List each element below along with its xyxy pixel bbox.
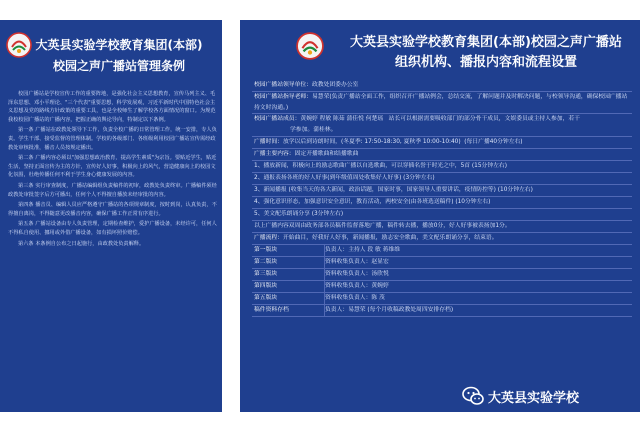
section-name: 第四版块 [254,283,278,289]
section-value: 资料收集负责人：陈 茂 [324,293,632,304]
guide-label: 校园广播站指导老师： [254,94,312,100]
guide-value: 易慧荣(负责广播站全面工作，组织召开广播站例会，总结交流，了解问题并及时解决问题，与校领导沟通，确保校园广播站持文时沟通。) [254,94,628,111]
content-item: 1、播放新闻，积极向上的励志歌曲广播以自选歌曲，可以穿插名誉于时光之中，5首 (15分钟左右) [252,161,632,173]
regulations-paragraph: 第五条 广播站设备由专人负责管理，定期检查维护，爱护广播设备，未经许可，任何人不得私自使用、挪用或外借广播设备，如有损坏照价赔偿。 [8,221,217,236]
regulations-body [8,90,218,250]
content-item: 3、新闻播报 (收集当天的各大新闻，政治话题，国家时事，国家领导人重要讲话，疫情防控等) (10分钟左右) [252,185,632,197]
flow-label: 广播流程： [254,235,283,241]
section-value: 资料收集负责人：赵显宏 [324,257,632,268]
members-extra-row [252,125,632,137]
leader-value: 政教处团委办公室 [311,82,359,88]
organization-title-line1: 大英县实验学校教育集团(本部)校园之声广播站 [350,35,622,50]
flow-note: 以上广播内容双周由政务部各员稿件监督落地广播，稿件转去播，播放0分，好人好事被表扬加1分。 [252,221,632,233]
regulations-board [0,20,222,412]
wechat-icon [462,386,484,406]
members-value: 黄婉婷 程敏 陈茹 蒲佳悦 何楚瑶 [300,116,384,122]
content-item: 2、通报表扬各班的好人好事(到年级值周处收集好人好事) (3分钟左右) [252,173,632,185]
members-label: 校园广播站成员： [254,116,301,122]
organization-board [240,20,640,412]
section-name: 第一版块 [254,247,278,253]
time-note: (每日广播40分钟左右) [464,139,523,145]
section-row [252,245,632,257]
time-label: 广播时间： [254,139,283,145]
section-row [252,305,632,317]
section-name: 第二版块 [254,259,278,265]
leader-row [252,80,632,92]
regulations-title-line1: 大英县实验学校教育集团(本部) [35,38,203,52]
regulations-title-line2: 校园之声广播站管理条例 [52,59,185,73]
flow-value: 开始曲目，好我好人好事，新闻播报，励志安全歌曲，美文配乐朗诵分享，结束语。 [283,235,498,241]
wechat-watermark [462,384,579,408]
flow-row [252,233,632,245]
members-row [252,114,632,125]
section-name: 第三版块 [254,271,278,277]
section-row [252,269,632,281]
school-logo-icon [296,32,324,60]
leader-label: 校园广播站领导单位： [254,82,312,88]
section-value: 负责人：主持人 段 敏 蒋维维 [324,245,632,256]
regulations-paragraph: 第一条 广播站在政教处领导下工作，负责全校广播的日常管理工作，统一安排，专人负责。学生干部、接受监督的管理体制。学校的各级部门、各班级利用校园广播站宣传需经政教处审核批准，播音人员按规定播出。 [8,127,217,151]
regulations-paragraph: 第六条 本条例自公布之日起施行，由政教处负责解释。 [18,240,145,247]
organization-title-line2: 组织机构、播报内容和流程设置 [394,55,577,70]
section-row [252,281,632,293]
time-value: 放学以后到诗朗时间，(冬夏季: 17:50-18:30, 夏秋季 10:00-10:40) [283,139,461,145]
time-row [252,137,632,149]
content-item: 4、强化意识形态，加强意识安全意识，教育活动，两校安全(由各班选送稿件) (10分钟左右) [252,197,632,209]
section-row [252,293,632,305]
regulations-paragraph: 第四条 播音员、编辑人员应严格遵守广播站的各项规章制度，按时到岗，认真负责，不得擅自离岗，不得随意更改播音内容，确保广播工作正常有序进行。 [8,202,217,217]
section-value: 负责人：易慧荣 (每个月收稿政教处周四安排存档) [324,305,632,316]
content-item: 5、美文配乐朗诵分享 (3分钟左右) [252,209,632,221]
regulations-paragraph: 第二条 广播内容必须以"加强思想政治教育，提高学生素质"为宗旨。要贴近学生，贴近生活，坚持正面宣传为主的方针，宣传好人好事，积极向上的风气，营造健康向上的校园文化氛围，杜绝传播任何不利于学生身心健康发展的内容。 [8,155,217,179]
section-value: 资料收集负责人：黄婉婷 [324,281,632,292]
members-extra: 学参加。蒲桂林。 [290,127,337,133]
sections-table [252,245,632,317]
content-value: 固定开播歌曲和结播歌曲 [294,151,359,157]
section-row [252,257,632,269]
regulations-paragraph: 第三条 实行审查制度，广播站编辑组负责稿件的初审，政教处负责终审。广播稿件须经政教处审批签字后方可播出，任何个人不得擅自播放未经审批的内容。 [8,182,217,198]
regulations-paragraph: 校园广播站是学校宣传工作的重要阵地，是强化社会主义思想教育，宣传马列主义、毛泽东思想、邓小平理论、"三个代表"重要思想，科学发展观，习近平新时代中国特色社会主义思想及党的路线方针政策的重要工具，也是全校师生了解学校各方面情况的窗口。为规范我校校园广播站的广播内容，把握正确的舆论导向，特制定以下条例。 [8,91,216,123]
section-name: 第五版块 [254,295,278,301]
members-note: 站长可以根据需要吸收部门的部分骨干成员，文娱委员或主持人参加，若干 [388,116,580,122]
content-label: 广播主要内容： [254,151,295,157]
organization-info [252,80,632,317]
section-name: 稿件资料存档 [254,307,289,313]
section-value: 资料收集负责人：汤欣悦 [324,269,632,280]
guide-row [252,92,632,114]
content-row [252,149,632,161]
watermark-text: 大英县实验学校 [488,390,580,406]
